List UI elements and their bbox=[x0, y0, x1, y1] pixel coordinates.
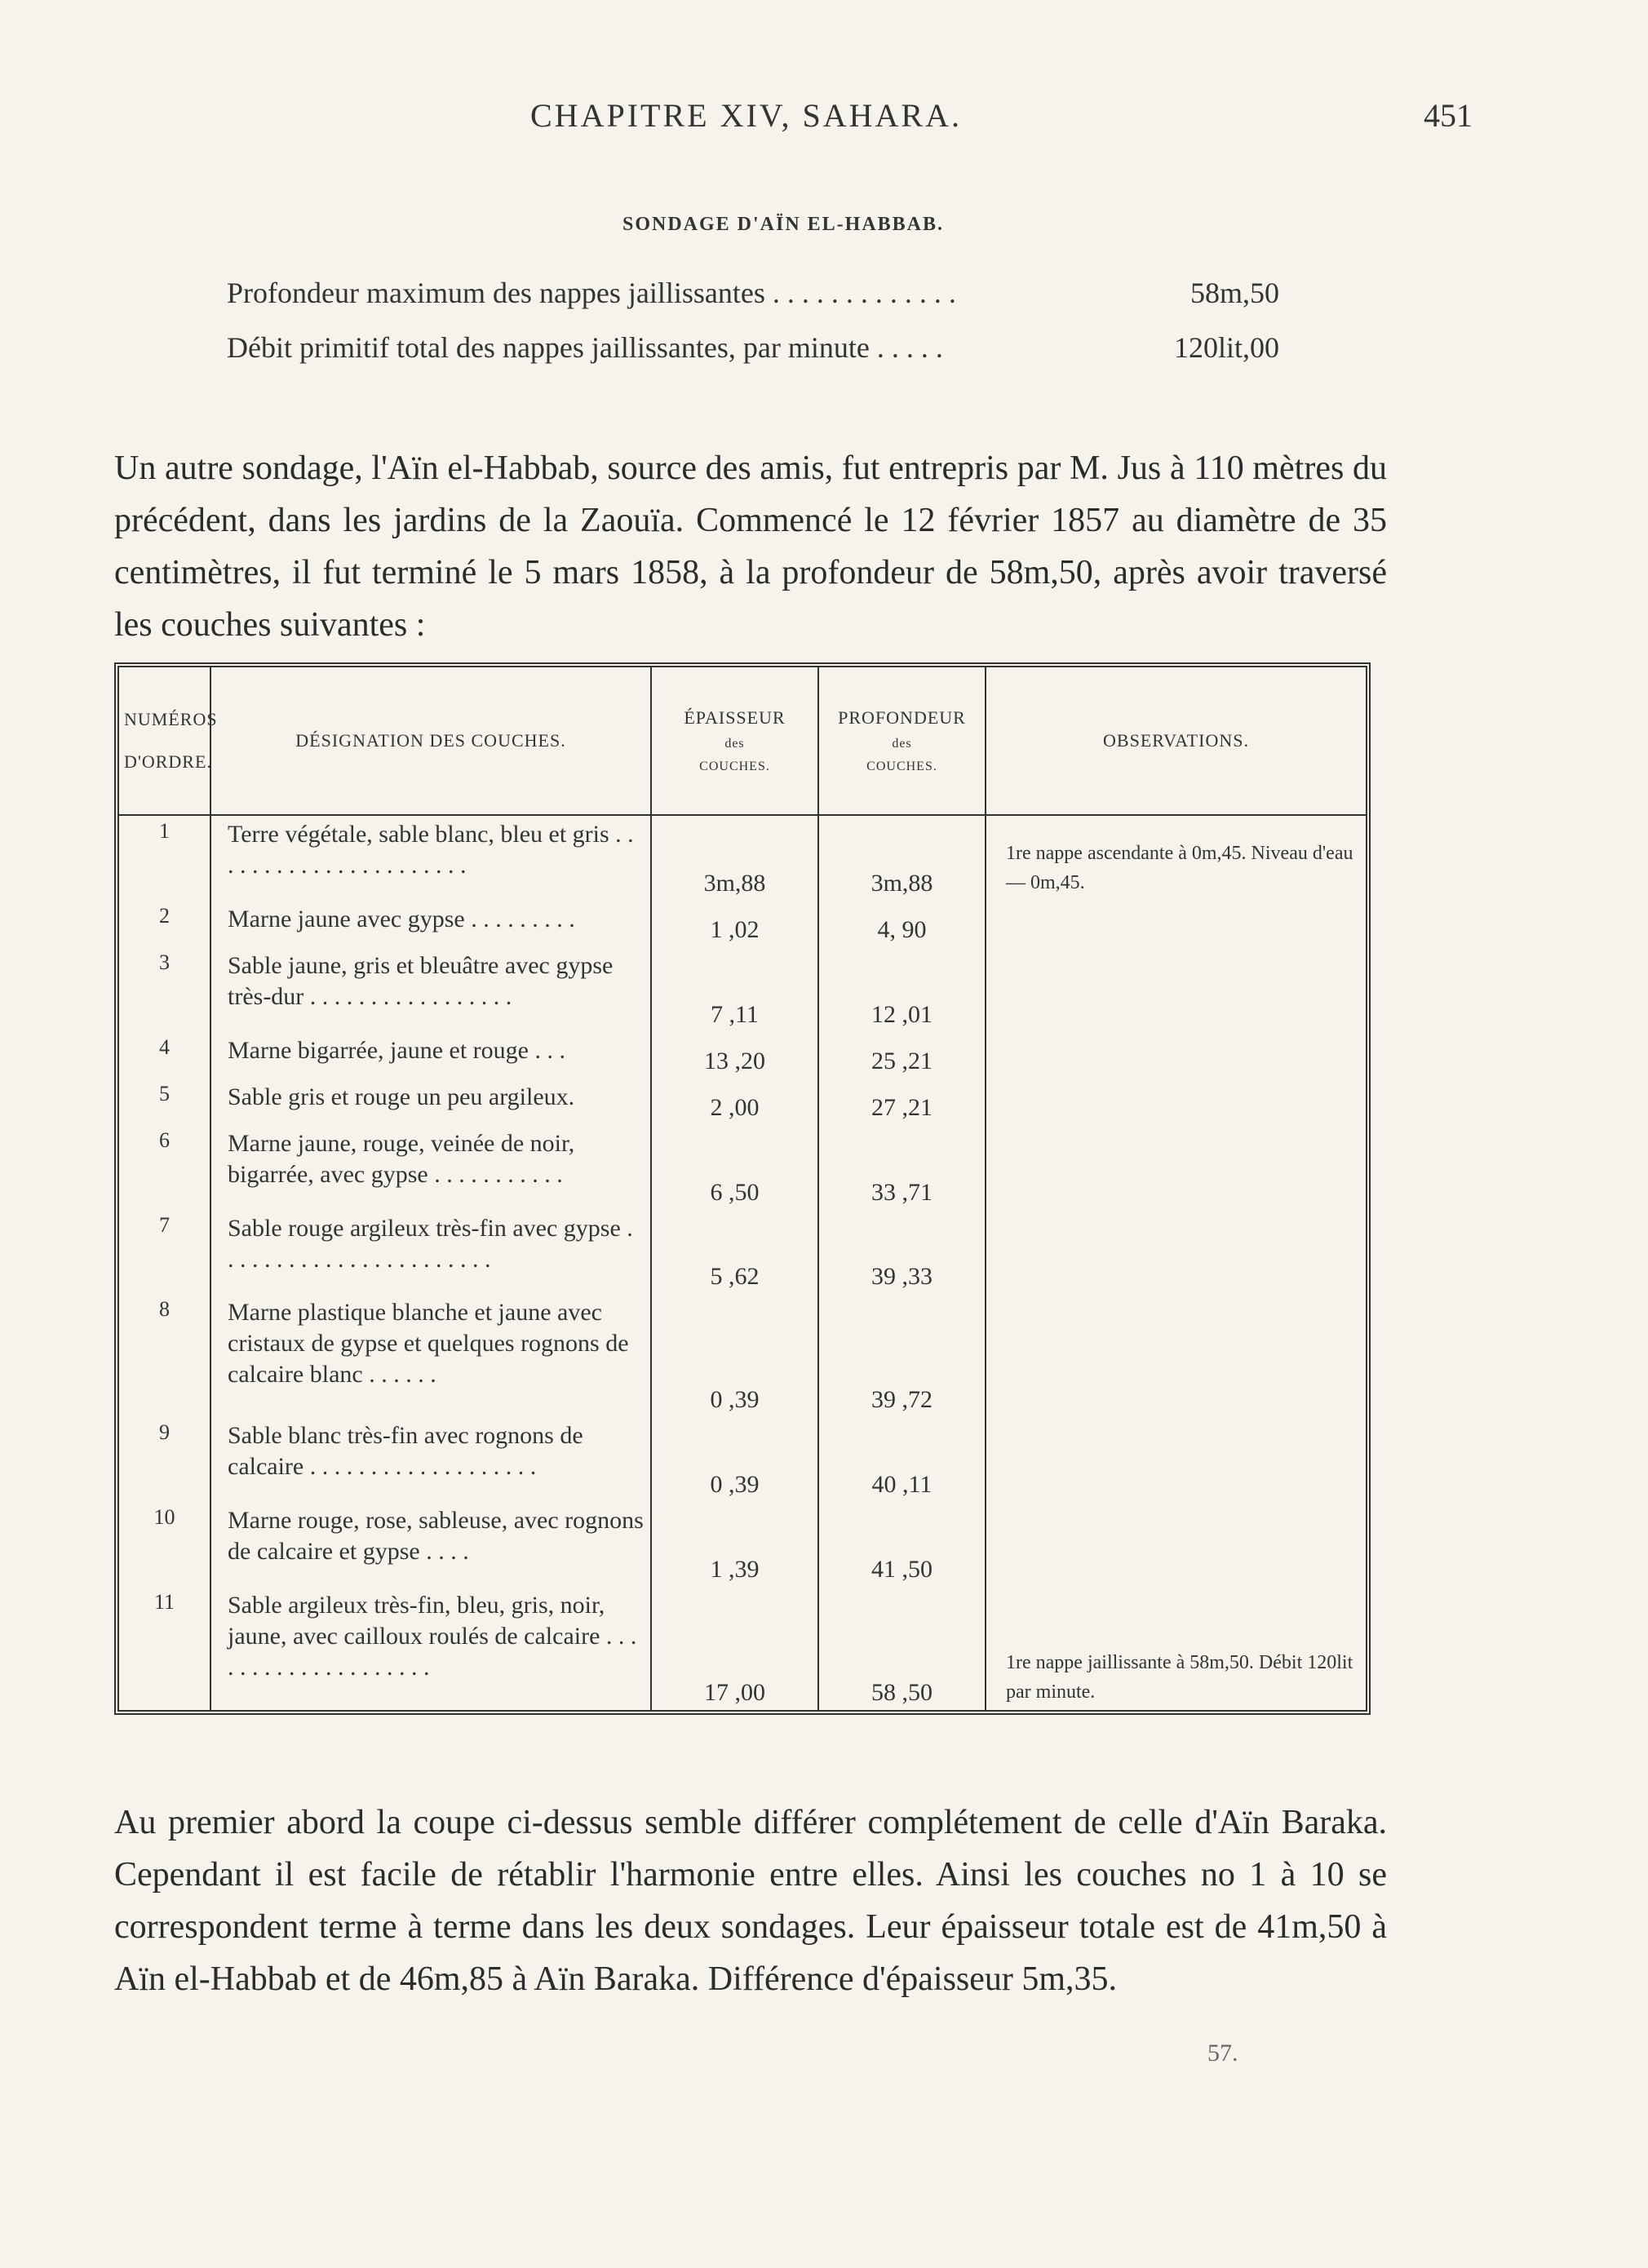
cell-name: Sable argileux très-fin, bleu, gris, noir, jaune, avec cailloux roulés de calcaire . . . . . . . . . . . . . . . . . . . . bbox=[210, 1587, 651, 1710]
page-number: 451 bbox=[1424, 97, 1473, 134]
cell-profondeur: 25 ,21 bbox=[818, 1032, 986, 1079]
header-numeros-line1: NUMÉROS bbox=[124, 709, 218, 729]
cell-observation bbox=[986, 901, 1366, 947]
cell-num: 5 bbox=[159, 1081, 170, 1105]
cell-num: 8 bbox=[159, 1297, 170, 1322]
cell-observation bbox=[986, 1210, 1366, 1295]
header-observations bbox=[986, 667, 1366, 815]
summary-label: Débit primitif total des nappes jaillissantes, par minute . . . . . bbox=[227, 331, 943, 364]
cell-observation bbox=[986, 1502, 1366, 1587]
cell-profondeur: 39 ,33 bbox=[818, 1210, 986, 1295]
cell-num: 7 bbox=[159, 1212, 170, 1237]
table-row bbox=[119, 1079, 1366, 1125]
running-title: CHAPITRE XIV, SAHARA. bbox=[530, 97, 962, 134]
running-head bbox=[0, 96, 1648, 145]
cell-epaisseur: 6 ,50 bbox=[651, 1125, 818, 1210]
summary-row-depth bbox=[227, 276, 1279, 317]
cell-profondeur: 40 ,11 bbox=[818, 1417, 986, 1502]
header-epaisseur bbox=[651, 667, 818, 815]
cell-name: Sable jaune, gris et bleuâtre avec gypse très-dur . . . . . . . . . . . . . . . . . bbox=[210, 947, 651, 1032]
cell-num: 10 bbox=[153, 1505, 175, 1530]
cell-observation: 1re nappe ascendante à 0m,45. Niveau d'eau — 0m,45. bbox=[986, 815, 1366, 901]
header-designation bbox=[210, 667, 651, 815]
cell-observation bbox=[986, 1417, 1366, 1502]
section-heading-text: SONDAGE D'AÏN EL-HABBAB. bbox=[622, 214, 945, 235]
cell-num: 4 bbox=[159, 1034, 170, 1059]
table-row bbox=[119, 1587, 1366, 1710]
cell-epaisseur: 2 ,00 bbox=[651, 1079, 818, 1125]
header-profondeur-line3: COUCHES. bbox=[866, 760, 937, 773]
cell-name: Sable blanc très-fin avec rognons de calcaire . . . . . . . . . . . . . . . . . . . bbox=[210, 1417, 651, 1502]
cell-profondeur: 3m,88 bbox=[818, 815, 986, 901]
cell-observation bbox=[986, 1079, 1366, 1125]
cell-observation bbox=[986, 1032, 1366, 1079]
cell-epaisseur: 17 ,00 bbox=[651, 1587, 818, 1710]
cell-profondeur: 27 ,21 bbox=[818, 1079, 986, 1125]
cell-name: Terre végétale, sable blanc, bleu et gris . . . . . . . . . . . . . . . . . . . . . . bbox=[210, 815, 651, 901]
table-row bbox=[119, 1032, 1366, 1079]
cell-epaisseur: 0 ,39 bbox=[651, 1417, 818, 1502]
strata-table-frame bbox=[114, 662, 1371, 1715]
cell-epaisseur: 1 ,02 bbox=[651, 901, 818, 947]
header-numeros-line2: D'ORDRE. bbox=[124, 751, 212, 772]
cell-name: Marne jaune avec gypse . . . . . . . . . bbox=[210, 901, 651, 947]
cell-name: Marne jaune, rouge, veinée de noir, bigarrée, avec gypse . . . . . . . . . . . bbox=[210, 1125, 651, 1210]
cell-name: Marne rouge, rose, sableuse, avec rognons de calcaire et gypse . . . . bbox=[210, 1502, 651, 1587]
table-row bbox=[119, 1417, 1366, 1502]
header-designation-text: DÉSIGNATION DES COUCHES. bbox=[295, 730, 566, 751]
header-profondeur bbox=[818, 667, 986, 815]
cell-num: 1 bbox=[159, 819, 170, 843]
table-header-row bbox=[119, 667, 1366, 815]
cell-epaisseur: 0 ,39 bbox=[651, 1294, 818, 1417]
cell-profondeur: 58 ,50 bbox=[818, 1587, 986, 1710]
header-epaisseur-line1: ÉPAISSEUR bbox=[684, 707, 786, 728]
table-row bbox=[119, 1125, 1366, 1210]
header-numeros bbox=[119, 667, 218, 815]
cell-num: 3 bbox=[159, 950, 170, 974]
header-profondeur-line2: des bbox=[892, 737, 912, 751]
table-row bbox=[119, 1502, 1366, 1587]
cell-num: 11 bbox=[153, 1590, 175, 1615]
cell-name: Marne bigarrée, jaune et rouge . . . bbox=[210, 1032, 651, 1079]
table-row bbox=[119, 947, 1366, 1032]
cell-name: Sable rouge argileux très-fin avec gypse . . . . . . . . . . . . . . . . . . . . . . . bbox=[210, 1210, 651, 1295]
signature-mark: 57. bbox=[1207, 2040, 1238, 2066]
section-heading bbox=[0, 214, 1648, 236]
cell-name: Sable gris et rouge un peu argileux. bbox=[210, 1079, 651, 1125]
cell-num: 9 bbox=[159, 1420, 170, 1445]
table-row bbox=[119, 901, 1366, 947]
table-row bbox=[119, 815, 1366, 901]
cell-observation bbox=[986, 1125, 1366, 1210]
cell-observation: 1re nappe jaillissante à 58m,50. Débit 120lit par minute. bbox=[986, 1587, 1366, 1710]
cell-profondeur: 4, 90 bbox=[818, 901, 986, 947]
summary-row-flow bbox=[227, 330, 1279, 371]
cell-name: Marne plastique blanche et jaune avec cristaux de gypse et quelques rognons de calcaire blanc . . . . . . bbox=[210, 1294, 651, 1417]
header-epaisseur-line2: des bbox=[724, 737, 745, 751]
header-profondeur-line1: PROFONDEUR bbox=[838, 707, 966, 728]
cell-epaisseur: 5 ,62 bbox=[651, 1210, 818, 1295]
cell-profondeur: 12 ,01 bbox=[818, 947, 986, 1032]
conclusion-paragraph: Au premier abord la coupe ci-dessus semble différer complétement de celle d'Aïn Baraka. Cependant il est facile de rétablir l'harmonie entre elles. Ainsi les couches no 1 à 10 se correspondent terme à terme dans les deux sondages. Leur épaisseur totale est de 41m,50 à Aïn el-Habbab et de 46m,85 à Aïn Baraka. Différence d'épaisseur 5m,35. bbox=[114, 1804, 1387, 1998]
cell-num: 2 bbox=[159, 904, 170, 928]
cell-epaisseur: 7 ,11 bbox=[651, 947, 818, 1032]
cell-num: 6 bbox=[159, 1127, 170, 1152]
table-row bbox=[119, 1210, 1366, 1295]
cell-observation bbox=[986, 1294, 1366, 1417]
cell-epaisseur: 13 ,20 bbox=[651, 1032, 818, 1079]
intro-paragraph: Un autre sondage, l'Aïn el-Habbab, source des amis, fut entrepris par M. Jus à 110 mètres du précédent, dans les jardins de la Zaouïa. Commencé le 12 février 1857 au diamètre de 35 centimètres, il fut terminé le 5 mars 1858, à la profondeur de 58m,50, après avoir traversé les couches suivantes : bbox=[114, 450, 1387, 644]
cell-epaisseur: 3m,88 bbox=[651, 815, 818, 901]
cell-profondeur: 33 ,71 bbox=[818, 1125, 986, 1210]
summary-value: 58m,50 bbox=[1189, 277, 1279, 309]
summary-value: 120lit,00 bbox=[1173, 331, 1279, 364]
cell-epaisseur: 1 ,39 bbox=[651, 1502, 818, 1587]
cell-observation bbox=[986, 947, 1366, 1032]
cell-profondeur: 39 ,72 bbox=[818, 1294, 986, 1417]
header-observations-text: OBSERVATIONS. bbox=[1103, 730, 1249, 751]
strata-table bbox=[119, 667, 1366, 1710]
summary-label: Profondeur maximum des nappes jaillissantes . . . . . . . . . . . . . bbox=[227, 277, 956, 309]
cell-profondeur: 41 ,50 bbox=[818, 1502, 986, 1587]
table-row bbox=[119, 1294, 1366, 1417]
header-epaisseur-line3: COUCHES. bbox=[699, 760, 770, 773]
